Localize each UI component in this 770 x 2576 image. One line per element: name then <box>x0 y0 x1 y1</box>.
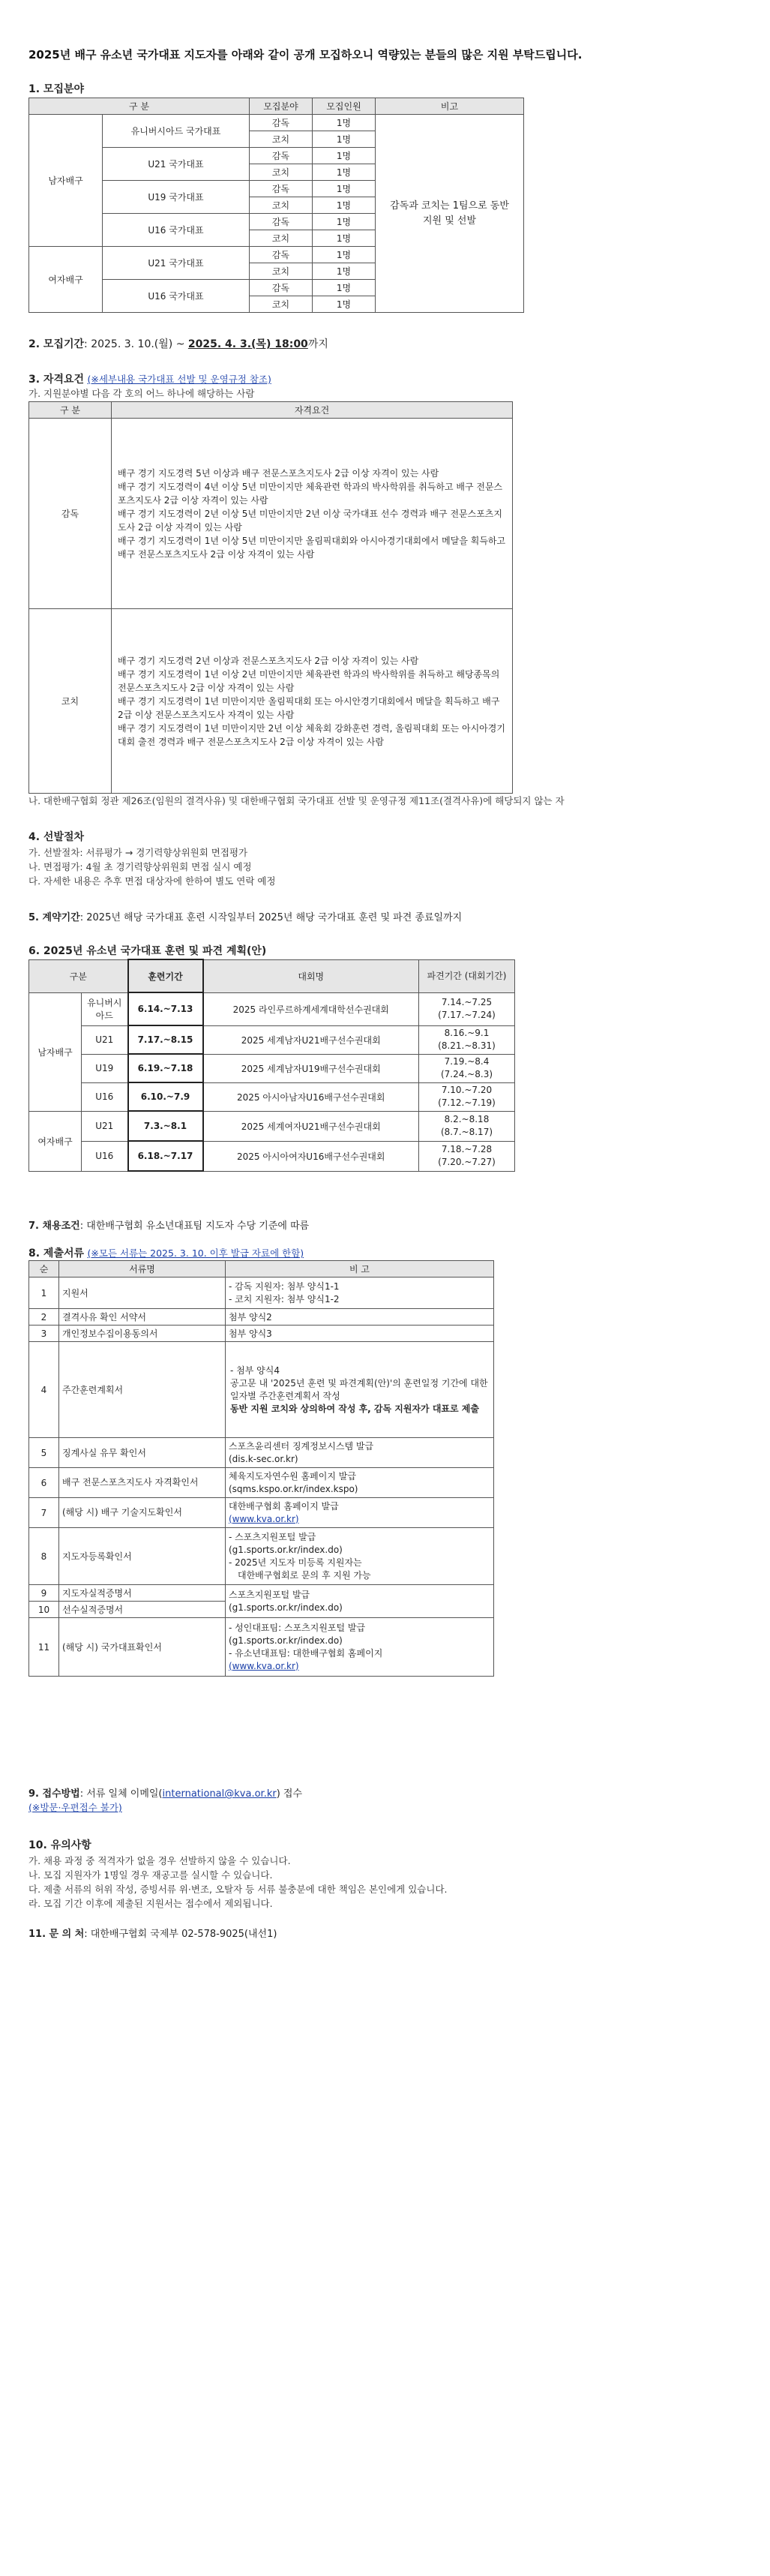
th-doc-remarks: 비 고 <box>226 1261 494 1277</box>
application-text: : 서류 일체 이메일( <box>79 1788 163 1800</box>
selection-list <box>28 845 276 888</box>
plan-period: 6.10.~7.9 <box>128 1082 203 1111</box>
employment-text: : 대한배구협회 유소년대표팀 지도자 수당 기준에 따름 <box>79 1220 310 1232</box>
count: 1명 <box>313 230 376 247</box>
dispatch-period: 8.16.~9.1 <box>444 1028 490 1038</box>
plan-group-women: 여자배구 <box>29 1111 82 1171</box>
meet-period: (7.20.~7.27) <box>438 1157 496 1167</box>
doc-no: 6 <box>29 1468 59 1498</box>
count: 1명 <box>313 197 376 214</box>
doc-name: 지도자등록확인서 <box>59 1528 226 1585</box>
application-suffix: ) 접수 <box>276 1788 303 1800</box>
doc-no: 5 <box>29 1438 59 1468</box>
role: 감독 <box>250 115 313 131</box>
notice-item: 라. 모집 기간 이후에 제출된 지원서는 접수에서 제외됩니다. <box>28 1898 273 1909</box>
doc-name: (해당 시) 배구 기술지도확인서 <box>59 1498 226 1528</box>
kva-link[interactable]: (www.kva.or.kr) <box>229 1513 299 1524</box>
doc-no: 3 <box>29 1326 59 1342</box>
doc-name: 배구 전문스포츠지도사 자격확인서 <box>59 1468 226 1498</box>
section-9 <box>28 1785 302 1800</box>
plan-cat: U16 <box>82 1082 128 1111</box>
section-11-label: 11. 문 의 처 <box>28 1929 85 1940</box>
documents-table <box>28 1260 494 1677</box>
recruit-period-suffix: 까지 <box>307 338 328 350</box>
remark-line: - 스포츠지원포털 발급 <box>229 1531 316 1542</box>
role: 감독 <box>250 280 313 296</box>
doc-remarks <box>226 1528 494 1585</box>
qual-item: 배구 경기 지도경력이 1년 미만이지만 2년 이상 체육회 강화훈련 경력, 올림픽대회 또는 아시아경기대회 출전 경력과 배구 전문스포츠지도사 2급 이상 자격이 있는 사람 <box>118 722 505 747</box>
th-field: 모집분야 <box>250 98 313 115</box>
section-5 <box>28 909 462 923</box>
remark-line: - 첨부 양식4 <box>230 1365 280 1376</box>
remark-line: 대한배구협회 홈페이지 발급 <box>229 1500 339 1512</box>
plan-period: 7.3.~8.1 <box>128 1111 203 1141</box>
plan-cat: U19 <box>82 1054 128 1082</box>
th-qual-category: 구 분 <box>29 402 112 419</box>
count: 1명 <box>313 247 376 263</box>
recruit-note: 감독과 코치는 1팀으로 동반 지원 및 선발 <box>376 115 524 313</box>
count: 1명 <box>313 263 376 280</box>
section-7 <box>28 1217 309 1232</box>
recruit-deadline: 2025. 4. 3.(목) 18:00 <box>187 338 308 350</box>
meet-period: (7.17.~7.24) <box>438 1010 496 1020</box>
meet-period: (8.7.~8.17) <box>440 1127 493 1137</box>
team-name: U16 국가대표 <box>103 280 250 313</box>
dispatch-period: 7.14.~7.25 <box>441 997 493 1007</box>
plan-dispatch <box>419 1082 515 1111</box>
plan-period: 6.18.~7.17 <box>128 1141 203 1171</box>
th-doc-name: 서류명 <box>59 1261 226 1277</box>
remark-line: (sqms.kspo.or.kr/index.kspo) <box>229 1483 358 1494</box>
section-8 <box>28 1245 304 1260</box>
count: 1명 <box>313 296 376 313</box>
plan-period: 6.14.~7.13 <box>128 992 203 1025</box>
group-men: 남자배구 <box>29 115 103 247</box>
th-plan-period: 훈련기간 <box>128 959 203 992</box>
plan-event: 2025 세계남자U21배구선수권대회 <box>203 1025 419 1054</box>
plan-event: 2025 라인루르하계세계대학선수권대회 <box>203 992 419 1025</box>
section-4-title: 4. 선발절차 <box>28 831 85 843</box>
remark-line: - 2025년 지도자 미등록 지원자는 <box>229 1557 362 1568</box>
role: 코치 <box>250 131 313 148</box>
meet-period: (7.24.~8.3) <box>440 1069 493 1079</box>
remark-line: (dis.k-sec.or.kr) <box>229 1453 298 1464</box>
section-2-label: 2. 모집기간 <box>28 338 85 350</box>
plan-cat: U21 <box>82 1025 128 1054</box>
role: 코치 <box>250 296 313 313</box>
th-count: 모집인원 <box>313 98 376 115</box>
remark-line: - 코치 지원자: 첨부 양식1-2 <box>229 1293 340 1305</box>
doc-no: 10 <box>29 1602 59 1618</box>
role: 코치 <box>250 164 313 181</box>
qual-item: 배구 경기 지도경력 2년 이상과 전문스포츠지도사 2급 이상 자격이 있는 사람 <box>118 655 419 666</box>
doc-no: 1 <box>29 1277 59 1309</box>
remark-line: 공고문 내 '2025년 훈련 및 파견계획(안)'의 훈련일정 기간에 대한 일자별 주간훈련계획서 작성 <box>230 1377 488 1401</box>
plan-cat: 유니버시아드 <box>82 992 128 1025</box>
role: 코치 <box>250 230 313 247</box>
qual-reference-note: (※세부내용 국가대표 선발 및 운영규정 참조) <box>87 374 271 385</box>
doc-remarks <box>226 1342 494 1438</box>
doc-name: 주간훈련계획서 <box>59 1342 226 1438</box>
role: 코치 <box>250 263 313 280</box>
qual-assistant-cell <box>112 609 513 794</box>
remark-line: 스포츠윤리센터 징계정보시스템 발급 <box>229 1440 374 1452</box>
doc-name: 지원서 <box>59 1277 226 1309</box>
meet-period: (8.21.~8.31) <box>438 1040 496 1051</box>
plan-period: 6.19.~7.18 <box>128 1054 203 1082</box>
count: 1명 <box>313 280 376 296</box>
doc-no: 8 <box>29 1528 59 1585</box>
contract-text: : 2025년 해당 국가대표 훈련 시작일부터 2025년 해당 국가대표 훈련 및 파견 종료일까지 <box>79 912 463 923</box>
training-plan-table <box>28 959 515 1172</box>
qual-item: 배구 경기 지도경력이 1년 이상 2년 미만이지만 체육관련 학과의 박사학위를 취득하고 해당종목의 전문스포츠지도사 2급 이상 자격이 있는 사람 <box>118 668 500 693</box>
section-6-title: 6. 2025년 유소년 국가대표 훈련 및 파견 계획(안) <box>28 945 267 957</box>
dispatch-period: 7.19.~8.4 <box>444 1056 490 1067</box>
selection-item: 나. 면접평가: 4월 초 경기력향상위원회 면접 실시 예정 <box>28 861 252 872</box>
plan-cat: U16 <box>82 1141 128 1171</box>
notice-item: 나. 모집 지원자가 1명일 경우 재공고를 실시할 수 있습니다. <box>28 1869 273 1881</box>
qual-role-assistant: 코치 <box>29 609 112 794</box>
doc-remarks: 첨부 양식2 <box>226 1309 494 1326</box>
role: 코치 <box>250 197 313 214</box>
count: 1명 <box>313 164 376 181</box>
selection-item: 가. 선발절차: 서류평가 → 경기력향상위원회 면접평가 <box>28 847 248 858</box>
remark-line: - 성인대표팀: 스포츠지원포털 발급 <box>229 1622 366 1633</box>
doc-remarks <box>226 1468 494 1498</box>
intro-text: 2025년 배구 유소년 국가대표 지도자를 아래와 같이 공개 모집하오니 역량있는 분들의 많은 지원 부탁드립니다. <box>28 48 583 62</box>
count: 1명 <box>313 181 376 197</box>
qual-role-coach: 감독 <box>29 419 112 609</box>
kva-link[interactable]: (www.kva.or.kr) <box>229 1660 299 1671</box>
plan-event: 2025 아시아남자U16배구선수권대회 <box>203 1082 419 1111</box>
remark-line: 동반 지원 코치와 상의하여 작성 후, 감독 지원자가 대표로 제출 <box>230 1403 479 1414</box>
doc-no: 9 <box>29 1585 59 1602</box>
qual-item: 배구 경기 지도경력이 4년 이상 5년 미만이지만 체육관련 학과의 박사학위를 취득하고 배구 전문스포츠지도사 2급 이상 자격이 있는 사람 <box>118 481 503 506</box>
doc-remarks <box>226 1618 494 1677</box>
th-plan-category: 구분 <box>29 959 128 992</box>
role: 감독 <box>250 247 313 263</box>
plan-cat: U21 <box>82 1111 128 1141</box>
doc-name: (해당 시) 국가대표확인서 <box>59 1618 226 1677</box>
dispatch-period: 8.2.~8.18 <box>444 1114 490 1124</box>
remark-line: 대한배구협회로 문의 후 지원 가능 <box>238 1569 371 1581</box>
doc-remarks <box>226 1277 494 1309</box>
doc-no: 11 <box>29 1618 59 1677</box>
section-8-label: 8. 제출서류 <box>28 1247 85 1259</box>
no-visit-note: (※방문·우편접수 불가) <box>28 1802 122 1813</box>
section-5-label: 5. 계약기간 <box>28 912 80 923</box>
th-plan-event: 대회명 <box>203 959 419 992</box>
qual-coach-cell <box>112 419 513 609</box>
section-11 <box>28 1926 277 1940</box>
doc-name: 개인정보수집이용동의서 <box>59 1326 226 1342</box>
remark-line: - 유소년대표팀: 대한배구협회 홈페이지 <box>229 1647 383 1659</box>
selection-item: 다. 자세한 내용은 추후 면접 대상자에 한하여 별도 연락 예정 <box>28 875 276 887</box>
doc-name: 지도자실적증명서 <box>59 1585 226 1602</box>
plan-event: 2025 세계남자U19배구선수권대회 <box>203 1054 419 1082</box>
doc-no: 2 <box>29 1309 59 1326</box>
meet-period: (7.12.~7.19) <box>438 1097 496 1108</box>
doc-name: 결격사유 확인 서약서 <box>59 1309 226 1326</box>
doc-name: 선수실적증명서 <box>59 1602 226 1618</box>
plan-event: 2025 아시아여자U16배구선수권대회 <box>203 1141 419 1171</box>
qualification-table <box>28 401 513 794</box>
plan-dispatch <box>419 1025 515 1054</box>
role: 감독 <box>250 181 313 197</box>
count: 1명 <box>313 115 376 131</box>
doc-name: 징계사실 유무 확인서 <box>59 1438 226 1468</box>
th-plan-dispatch: 파견기간 (대회기간) <box>419 959 515 992</box>
notice-item: 다. 제출 서류의 허위 작성, 증빙서류 위·변조, 오탈자 등 서류 불충분에 대한 책임은 본인에게 있습니다. <box>28 1884 448 1895</box>
plan-dispatch <box>419 1111 515 1141</box>
th-note: 비고 <box>376 98 524 115</box>
role: 감독 <box>250 148 313 164</box>
th-doc-no: 순 <box>29 1261 59 1277</box>
count: 1명 <box>313 131 376 148</box>
team-name: U21 국가대표 <box>103 247 250 280</box>
dispatch-period: 7.10.~7.20 <box>441 1085 493 1095</box>
section-9-label: 9. 접수방법 <box>28 1788 80 1800</box>
qual-item: 배구 경기 지도경력이 1년 미만이지만 올림픽대회 또는 아시안경기대회에서 메달을 획득하고 배구 2급 이상 전문스포츠지도사 자격이 있는 사람 <box>118 695 500 720</box>
qual-item: 배구 경기 지도경력이 1년 이상 5년 미만이지만 올림픽대회와 아시아경기대회에서 메달을 획득하고 배구 전문스포츠지도사 2급 이상 자격이 있는 사람 <box>118 535 506 560</box>
doc-remarks <box>226 1585 494 1618</box>
plan-period: 7.17.~8.15 <box>128 1025 203 1054</box>
doc-remarks <box>226 1498 494 1528</box>
doc-no: 7 <box>29 1498 59 1528</box>
section-3-label: 3. 자격요건 <box>28 374 85 386</box>
contact-text: : 대한배구협회 국제부 02-578-9025(내선1) <box>84 1929 277 1940</box>
team-name: U21 국가대표 <box>103 148 250 181</box>
section-2 <box>28 336 328 351</box>
doc-remarks: 첨부 양식3 <box>226 1326 494 1342</box>
qual-item: 배구 경기 지도경력 5년 이상과 배구 전문스포츠지도사 2급 이상 자격이 있는 사람 <box>118 467 439 479</box>
section-10-title: 10. 유의사항 <box>28 1839 91 1851</box>
qual-footnote: 나. 대한배구협회 정관 제26조(임원의 결격사유) 및 대한배구협회 국가대표 선발 및 운영규정 제11조(결격사유)에 해당되지 않는 자 <box>28 795 565 806</box>
remark-line: - 감독 지원자: 첨부 양식1-1 <box>229 1280 340 1292</box>
team-name: U16 국가대표 <box>103 214 250 247</box>
plan-event: 2025 세계여자U21배구선수권대회 <box>203 1111 419 1141</box>
qual-subtitle: 가. 지원분야별 다음 각 호의 어느 하나에 해당하는 사람 <box>28 388 255 399</box>
section-7-label: 7. 채용조건 <box>28 1220 80 1232</box>
th-category: 구 분 <box>29 98 250 115</box>
remark-line: (g1.sports.or.kr/index.do) <box>229 1544 343 1555</box>
role: 감독 <box>250 214 313 230</box>
recruit-table <box>28 98 524 313</box>
remark-line: (g1.sports.or.kr/index.do) <box>229 1602 343 1613</box>
remark-line: (g1.sports.or.kr/index.do) <box>229 1635 343 1646</box>
plan-dispatch <box>419 1054 515 1082</box>
count: 1명 <box>313 148 376 164</box>
th-qual: 자격요건 <box>112 402 513 419</box>
email-link[interactable]: international@kva.or.kr <box>162 1788 277 1800</box>
dispatch-period: 7.18.~7.28 <box>441 1144 493 1154</box>
recruit-period-text: : 2025. 3. 10.(월) ~ <box>84 338 188 350</box>
group-women: 여자배구 <box>29 247 103 313</box>
plan-group-men: 남자배구 <box>29 992 82 1111</box>
qual-item: 배구 경기 지도경력이 2년 이상 5년 미만이지만 2년 이상 국가대표 선수 경력과 배구 전문스포츠지도사 2급 이상 자격이 있는 사람 <box>118 508 502 533</box>
team-name: U19 국가대표 <box>103 181 250 214</box>
documents-note: (※모든 서류는 2025. 3. 10. 이후 발급 자료에 한함) <box>87 1247 304 1259</box>
section-3 <box>28 371 271 386</box>
doc-remarks <box>226 1438 494 1468</box>
count: 1명 <box>313 214 376 230</box>
remark-line: 스포츠지원포털 발급 <box>229 1589 310 1600</box>
plan-dispatch <box>419 992 515 1025</box>
notice-item: 가. 채용 과정 중 적격자가 없을 경우 선발하지 않을 수 있습니다. <box>28 1855 291 1866</box>
remark-line: 체육지도자연수원 홈페이지 발급 <box>229 1470 356 1482</box>
doc-no: 4 <box>29 1342 59 1438</box>
team-name: 유니버시아드 국가대표 <box>103 115 250 148</box>
notice-list <box>28 1854 763 1911</box>
section-1-title: 1. 모집분야 <box>28 83 85 95</box>
plan-dispatch <box>419 1141 515 1171</box>
